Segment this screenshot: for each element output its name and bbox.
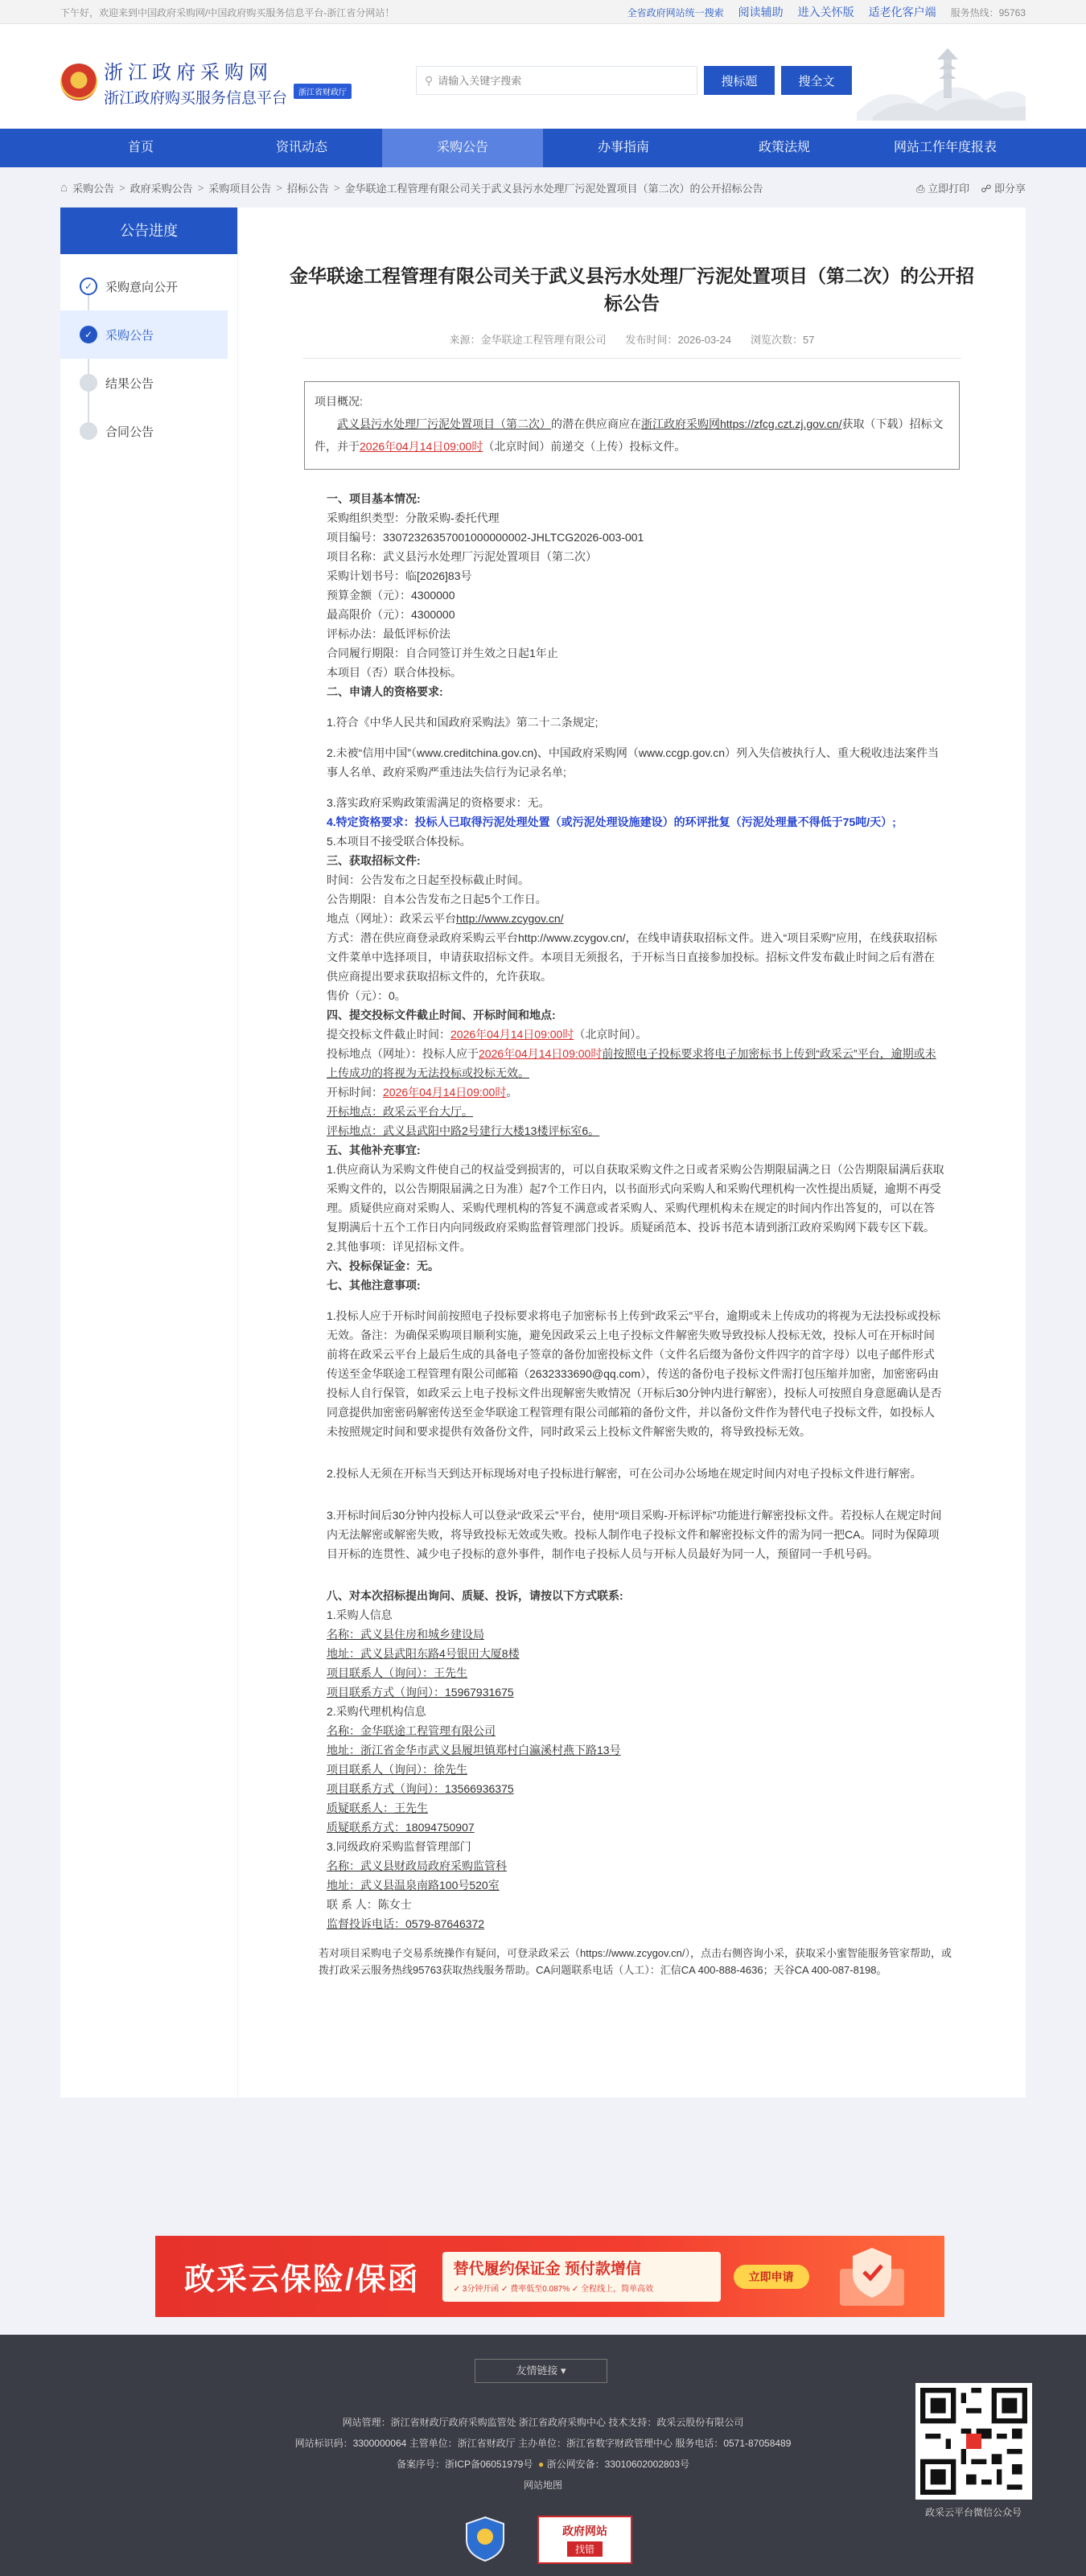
- badge-title: 政府网站: [562, 2525, 607, 2537]
- qr-code: [915, 2383, 1032, 2500]
- footer-line: 网站标识码：3300000064 主管单位：浙江省财政厅 主办单位：浙江省数字财政管理中心 服务电话：0571-87058489: [294, 2438, 792, 2449]
- info-text: 投标地点（网址）：投标人应于: [327, 1047, 479, 1060]
- nav-guide[interactable]: 办事指南: [597, 141, 649, 154]
- elder-client-link[interactable]: 适老化客户端: [868, 6, 936, 18]
- info-line: 开标地点：政采云平台大厅。: [327, 1105, 473, 1118]
- hotline-text: 服务热线：95763: [950, 6, 1026, 18]
- help-footnote: 若对项目采购电子交易系统操作有疑问，可登录政采云（https://www.zcygov.cn/），点击右侧咨询小采，获取采小蜜智能服务管家帮助，或拨打政采云服务热线95763获取热线服务帮助。CA问题联系电话（人工）：汇信CA 400-888-4636；天谷CA 400-087-8198。: [319, 1947, 952, 1976]
- breadcrumb-item[interactable]: 采购公告: [72, 182, 115, 195]
- qr-caption: 政采云平台微信公众号: [924, 2507, 1022, 2518]
- contact-line: 地址：武义县武阳东路4号银田大厦8楼: [327, 1647, 520, 1660]
- overview-site-link[interactable]: 浙江政府采购网https://zfcg.czt.zj.gov.cn/: [641, 417, 842, 430]
- qr-code-icon: [920, 2388, 1027, 2495]
- contact-line: 1.采购人信息: [327, 1608, 393, 1621]
- section-heading: 七、其他注意事项:: [327, 1279, 421, 1292]
- info-text: 提交投标文件截止时间：: [327, 1028, 450, 1041]
- breadcrumb-current: 金华联途工程管理有限公司关于武义县污水处理厂污泥处置项目（第二次）的公开招标公告: [344, 182, 763, 195]
- qual-item: 3.落实政府采购政策需满足的资格要求：无。: [327, 796, 550, 809]
- step-label: 合同公告: [105, 425, 154, 439]
- police-badge-icon: ●: [538, 2459, 545, 2470]
- article-content: [237, 207, 1026, 2097]
- step-result[interactable]: [60, 359, 237, 407]
- contact-line: 名称：武义县财政局政府采购监管科: [327, 1859, 507, 1872]
- info-line: 合同履行期限：自合同签订并生效之日起1年止: [327, 647, 558, 659]
- article-body: [327, 478, 945, 1933]
- print-button[interactable]: [916, 180, 969, 195]
- printer-icon: ⎙: [916, 182, 925, 195]
- info-line: 本项目（否）联合体投标。: [327, 666, 462, 679]
- search-fulltext-button[interactable]: 搜全文: [781, 66, 852, 95]
- submit-time: 2026年04月14日09:00时: [479, 1047, 603, 1060]
- overview-text: 获取（下载）招标文件，并于: [315, 417, 944, 453]
- qual-item: 5.本项目不接受联合体投标。: [327, 835, 471, 848]
- info-line: 采购组织类型：分散采购-委托代理: [327, 512, 500, 524]
- overview-text: 的潜在供应商应在: [551, 417, 641, 430]
- overview-label: 项目概况:: [315, 395, 363, 408]
- national-emblem-icon: [60, 64, 97, 101]
- pagoda-landscape-icon: [857, 40, 1026, 121]
- step-contract[interactable]: [60, 407, 237, 455]
- footer-line: 网站管理：浙江省财政厅政府采购监管处 浙江省政府采购中心 技术支持：政采云股份有限公司: [342, 2417, 744, 2428]
- info-line: 预算金额（元）：4300000: [327, 589, 455, 602]
- friend-links-label: 友情链接: [516, 2364, 558, 2377]
- section-heading: 五、其他补充事宜:: [327, 1144, 421, 1157]
- info-line: 项目编号：33072326357001000000002-JHLTCG2026-003-001: [327, 531, 644, 544]
- progress-sidebar: [60, 207, 237, 2097]
- share-label: 即分享: [993, 182, 1026, 195]
- step-label: 结果公告: [105, 376, 154, 391]
- article-date: 发布时间：2026-03-24: [625, 334, 732, 346]
- contact-line: 项目联系人（询问）：徐先生: [327, 1763, 467, 1776]
- section-heading: 三、获取招标文件:: [327, 854, 421, 867]
- banner-sub-title: 替代履约保证金 预付款增信: [453, 2260, 641, 2278]
- contact-line: 监督投诉电话：0579-87646372: [327, 1917, 485, 1930]
- welcome-text: 下午好，欢迎来到中国政府采购网/中国政府购买服务信息平台-浙江省分网站！: [60, 6, 395, 18]
- divider: [302, 358, 961, 359]
- insurance-banner[interactable]: [155, 2236, 944, 2317]
- project-overview: [304, 381, 960, 470]
- pending-dot-icon: [80, 422, 97, 440]
- overview-deadline: 2026年04月14日09:00时: [360, 440, 483, 453]
- sitemap-link[interactable]: 网站地图: [523, 2479, 562, 2491]
- top-strip: [0, 0, 1086, 24]
- reading-aid-link[interactable]: 阅读辅助: [738, 6, 784, 18]
- contact-line: 地址：武义县温泉南路100号520室: [327, 1879, 500, 1892]
- banner-sub-box: [442, 2252, 721, 2302]
- logo-tag: 浙江省财政厅: [294, 84, 352, 99]
- article-source: 来源：金华联途工程管理有限公司: [449, 334, 607, 346]
- site-header: [0, 24, 1086, 129]
- qual-item: 2.未被“信用中国”（www.creditchina.gov.cn)、中国政府采购网（www.ccgp.gov.cn）列入失信被执行人、重大税收违法案件当事人名单、政府采购严重违法失信行为记录名单;: [327, 746, 940, 779]
- nav-news[interactable]: 资讯动态: [275, 141, 327, 154]
- info-text: 前按照电子投标要求将电子加密标书上传到“政采云”平台，逾期或未上传成功的将视为无法投标或投标无效。: [327, 1047, 936, 1079]
- section-heading: 六、投标保证金：无。: [327, 1259, 439, 1272]
- contact-line: 项目联系人（询问）：王先生: [327, 1666, 467, 1679]
- qual-item-special: 4.特定资格要求：投标人已取得污泥处理处置（或污泥处理设施建设）的环评批复（污泥处理量不得低于75吨/天）;: [327, 816, 896, 828]
- contact-line: 名称：武义县住房和城乡建设局: [327, 1628, 484, 1641]
- info-text: 开标时间：: [327, 1086, 383, 1099]
- info-line: 公告期限：自本公告发布之日起5个工作日。: [327, 893, 547, 906]
- logo-title: 浙江政府采购网: [104, 63, 273, 84]
- nav-procurement-notice[interactable]: 采购公告: [382, 129, 543, 167]
- article-views: 浏览次数：57: [751, 334, 815, 346]
- step-label: 采购意向公开: [105, 280, 179, 294]
- info-paragraph: 2.投标人无须在开标当天到达开标现场对电子投标进行解密，可在公司办公场地在规定时间内对电子投标文件进行解密。: [327, 1467, 922, 1480]
- contact-line: 项目联系方式（询问）：13566936375: [327, 1782, 514, 1795]
- info-text: （北京时间）。: [574, 1028, 648, 1041]
- section-heading: 二、申请人的资格要求:: [327, 685, 443, 698]
- qual-item: 1.符合《中华人民共和国政府采购法》第二十二条规定;: [327, 716, 599, 729]
- overview-text: （北京时间）前递交（上传）投标文件。: [483, 440, 686, 453]
- deadline-time: 2026年04月14日09:00时: [450, 1028, 574, 1041]
- info-line: 采购计划书号：临[2026]83号: [327, 569, 472, 582]
- breadcrumb: ⌂ 采购公告 > 政府采购公告 > 采购项目公告 > 招标公告 > 金华联途工程管理有限公司关于武义县污水处理厂污泥处置项目（第二次）的公开招标公告 ⎙ 立即打印 ☍ 即分享: [60, 180, 1026, 195]
- search-input[interactable]: [438, 75, 679, 87]
- step-notice[interactable]: [60, 310, 228, 359]
- unified-search-link[interactable]: 全省政府网站统一搜索: [627, 6, 724, 18]
- open-time: 2026年04月14日09:00时: [383, 1086, 507, 1099]
- breadcrumb-item[interactable]: 采购项目公告: [208, 182, 272, 195]
- apply-now-button[interactable]: 立即申请: [734, 2265, 809, 2289]
- gov-site-error-report[interactable]: [537, 2516, 632, 2564]
- info-paragraph: 3.开标时间后30分钟内投标人可以登录“政采云”平台，使用“项目采购-开标评标”功能进行解密投标文件。若投标人在规定时间内无法解密或解密失败，将导致投标无效或失败。投标人制作电子投标文件和解密投标文件的需为同一把CA。同时为保障项目开标的连贯性、减少电子投标的意外事件，制作电子投标人员与开标人员最好为同一人，预留同一手机号码。: [327, 1509, 942, 1560]
- info-line: 售价（元）：0。: [327, 989, 406, 1002]
- site-logo[interactable]: [60, 56, 352, 108]
- breadcrumb-item[interactable]: 招标公告: [286, 182, 329, 195]
- contact-line: 联 系 人：陈女士: [327, 1898, 412, 1911]
- page-title: 金华联途工程管理有限公司关于武义县污水处理厂污泥处置项目（第二次）的公开招标公告: [290, 265, 974, 314]
- badge-subtitle: 找错: [567, 2541, 603, 2557]
- overview-project: 武义县污水处理厂污泥处置项目（第二次）: [337, 417, 551, 430]
- pending-dot-icon: [80, 374, 97, 392]
- contact-line: 质疑联系方式：18094750907: [327, 1821, 475, 1834]
- info-line: 最高限价（元）：4300000: [327, 608, 455, 621]
- banner-sub-text: ✓ 3分钟开函 ✓ 费率低至0.087% ✓ 全程线上，简单高效: [453, 2284, 654, 2294]
- main-nav: [0, 129, 1086, 167]
- step-intent[interactable]: [60, 262, 237, 310]
- article-meta: [238, 331, 1026, 347]
- nav-home[interactable]: 首页: [127, 141, 154, 154]
- police-record[interactable]: 浙公网安备：33010602002803号: [546, 2459, 690, 2470]
- info-line: 项目名称：武义县污水处理厂污泥处置项目（第二次）: [327, 550, 597, 563]
- info-paragraph: 方式：潜在供应商登录政府采购云平台http://www.zcygov.cn/，在线申请获取招标文件。进入“项目采购”应用，在线获取招标文件菜单中选择项目，申请获取招标文件。本项目无须报名，于开标当日直接参加投标。招标文件发布截止时间之后有潜在供应商提出要求获取招标文件的，允许获取。: [327, 931, 937, 983]
- nav-annual-report[interactable]: 网站工作年度报表: [893, 141, 997, 154]
- info-line: 2.其他事项：详见招标文件。: [327, 1240, 471, 1253]
- care-mode-link[interactable]: 进入关怀版: [797, 6, 854, 18]
- info-text: 。: [506, 1086, 518, 1099]
- info-line: 时间：公告发布之日起至投标截止时间。: [327, 873, 529, 886]
- section-heading: 八、对本次招标提出询问、质疑、投诉，请按以下方式联系:: [327, 1589, 623, 1602]
- print-label: 立即打印: [928, 182, 970, 195]
- site-footer: [0, 2335, 1086, 2576]
- check-icon: ✓: [80, 326, 97, 343]
- contact-line: 2.采购代理机构信息: [327, 1705, 426, 1718]
- info-line: 评标办法：最低评标价法: [327, 627, 450, 640]
- contact-line: 3.同级政府采购监督管理部门: [327, 1840, 471, 1853]
- info-line: 评标地点：武义县武阳中路2号建行大楼13楼评标室6。: [327, 1124, 600, 1137]
- icp-number[interactable]: 备案序号：浙ICP备06051979号: [396, 2459, 533, 2470]
- share-button[interactable]: [981, 180, 1026, 195]
- contact-line: 质疑联系人：王先生: [327, 1802, 428, 1814]
- main-area: [60, 207, 1026, 2097]
- contact-line: 项目联系方式（询问）：15967931675: [327, 1686, 514, 1699]
- search-box: [416, 66, 697, 95]
- info-line: 地点（网址）：政采云平台: [327, 912, 456, 925]
- contact-line: 地址：浙江省金华市武义县履坦镇郑村白瀛溪村燕下路13号: [327, 1744, 621, 1756]
- step-label: 采购公告: [105, 328, 154, 343]
- zcygov-link[interactable]: http://www.zcygov.cn/: [456, 912, 564, 925]
- info-paragraph: 1.供应商认为采购文件使自己的权益受到损害的，可以自获取采购文件之日或者采购公告期限届满之日（公告期限届满后获取采购文件的，以公告期限届满之日为准）起7个工作日内，以书面形式向采购人和采购代理机构一次性提出质疑，逾期不再受理。质疑供应商对采购人、采购代理机构的答复不满意或者采购人、采购代理机构未在规定的时间内作出答复的，可以在答复期满后十五个工作日内向同级政府采购监督管理部门投诉。质疑函范本、投诉书范本请到浙江政府采购网下载专区下载。: [327, 1163, 944, 1234]
- logo-subtitle: 浙江政府购买服务信息平台: [104, 90, 288, 107]
- banner-title: 政采云保险/保函: [184, 2263, 420, 2297]
- sidebar-title: 公告进度: [60, 207, 237, 254]
- share-icon: ☍: [981, 182, 992, 195]
- search-icon: ⚲: [425, 73, 434, 87]
- breadcrumb-item[interactable]: 政府采购公告: [130, 182, 193, 195]
- section-heading: 一、项目基本情况:: [327, 492, 421, 505]
- home-icon[interactable]: ⌂: [60, 180, 68, 195]
- section-heading: 四、提交投标文件截止时间、开标时间和地点:: [327, 1009, 556, 1021]
- friend-links-select[interactable]: 友情链接 ▾: [475, 2359, 607, 2383]
- search-title-button[interactable]: 搜标题: [704, 66, 775, 95]
- party-gov-badge-icon[interactable]: [465, 2516, 505, 2562]
- contact-line: 名称：金华联途工程管理有限公司: [327, 1724, 496, 1737]
- check-icon: ✓: [80, 277, 97, 295]
- shield-illustration-icon: [824, 2245, 920, 2309]
- nav-policy[interactable]: 政策法规: [758, 141, 810, 154]
- info-paragraph: 1.投标人应于开标时间前按照电子投标要求将电子加密标书上传到“政采云”平台，逾期或未上传成功的将视为无法投标或投标无效。备注：为确保采购项目顺利实施，避免因政采云上电子投标文件解密失败导致投标人投标无效，投标人可在开标时间前将在政采云平台上最后生成的具备电子签章的备份加密投标文件（文件名后缀为备份文件四字的首字母）以电子邮件形式传送至金华联途工程管理有限公司邮箱（2632333690@qq.com），传送的备份电子投标文件需打包压缩并加密，加密密码由投标人自行保管，如政采云上电子投标文件出现解密失败情况（开标后30分钟内进行解密），投标人可按照自身意愿确认是否同意提供加密密码解密传送至金华联途工程管理有限公司邮箱的备份文件，并以备份文件作为替代电子投标文件，如投标人未按照规定时间和要求提供有效备份文件，同时政采云上投标文件解密失败的，将导致投标无效。: [327, 1309, 942, 1438]
